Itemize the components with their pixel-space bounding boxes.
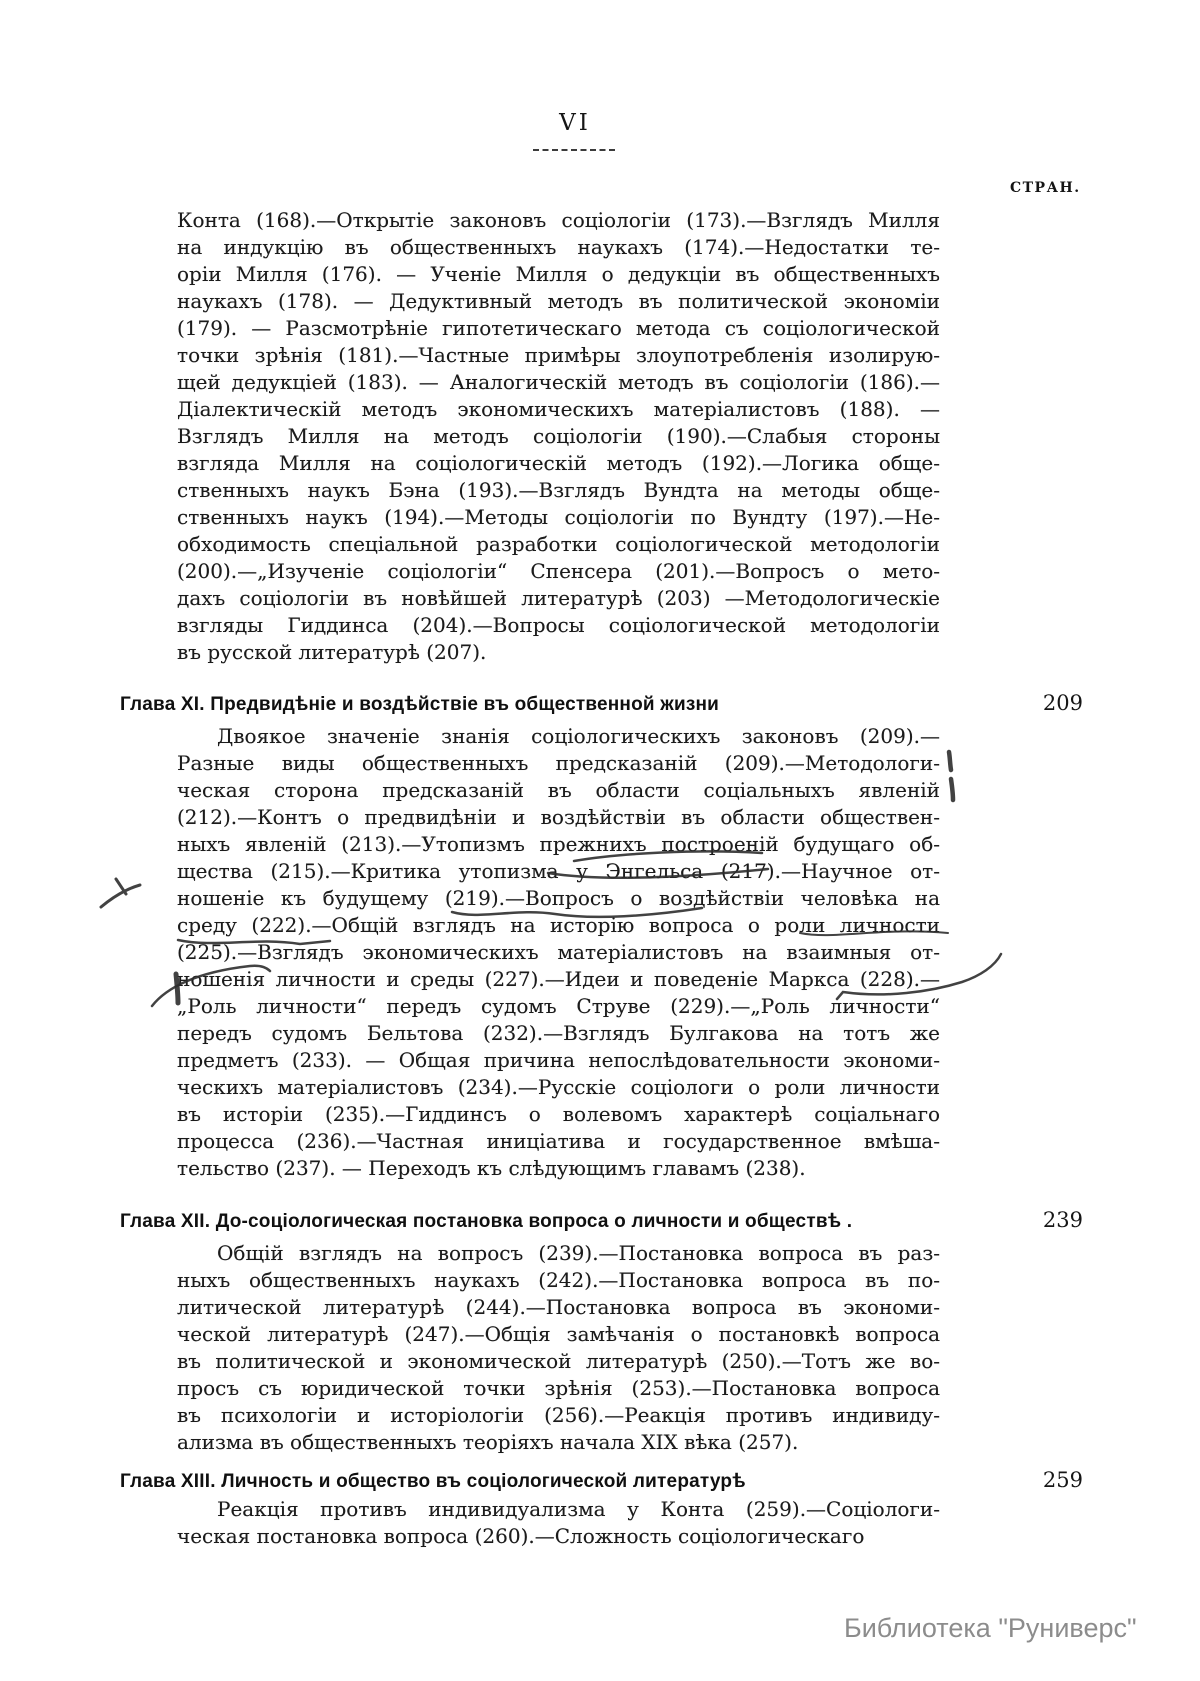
chapter-11-page-number: 209 [1042, 691, 1083, 715]
toc-line: ческой литературѣ (247).—Общія замѣчанія о постановкѣ вопроса [177, 1322, 940, 1346]
toc-line: ношеніе къ будущему (219).—Вопросъ о воздѣйствіи человѣка на [177, 886, 940, 910]
folio-page-number: VI [559, 110, 591, 136]
toc-line: въ психологіи и исторіологіи (256).—Реакція противъ индивиду- [177, 1403, 940, 1427]
toc-line: ческихъ матеріалистовъ (234).—Русскіе соціологи о роли личности [177, 1075, 940, 1099]
toc-line: (179). — Разсмотрѣніе гипотетическаго метода съ соціологической [177, 316, 940, 340]
toc-line: (200).—„Изученіе соціологіи“ Спенсера (201).—Вопросъ о мето- [177, 559, 940, 583]
toc-line: просъ съ юридической точки зрѣнія (253).—Постановка вопроса [177, 1376, 940, 1400]
toc-line: Разные виды общественныхъ предсказаній (209).—Методологи- [177, 751, 940, 775]
toc-line: на индукцію въ общественныхъ наукахъ (174).—Недостатки те- [177, 235, 940, 259]
chapter-12-title: Глава XII. До-соціологическая постановка вопроса о личности и обществѣ . [120, 1211, 853, 1232]
toc-line: Общій взглядъ на вопросъ (239).—Постановка вопроса въ раз- [217, 1241, 940, 1265]
toc-line: тельство (237). — Переходъ къ слѣдующимъ главамъ (238). [177, 1156, 806, 1180]
toc-line: литической литературѣ (244).—Постановка вопроса въ экономи- [177, 1295, 940, 1319]
toc-line: щей дедукціей (183). — Аналогическій методъ въ соціологіи (186).— [177, 370, 940, 394]
toc-line: обходимость спеціальной разработки соціологической методологіи [177, 532, 940, 556]
toc-line: Діалектическій методъ экономическихъ матеріалистовъ (188). — [177, 397, 940, 421]
toc-line: предметъ (233). — Общая причина непослѣдовательности экономи- [177, 1048, 940, 1072]
chapter-11-title: Глава XI. Предвидѣніе и воздѣйствіе въ общественной жизни [120, 694, 720, 715]
page-column-header: СТРАН. [1010, 180, 1081, 196]
toc-line: ственныхъ наукъ (194).—Методы соціологіи по Вундту (197).—Не- [177, 505, 940, 529]
chapter-12-summary-paragraph [177, 1240, 940, 1456]
toc-line: (225).—Взглядъ экономическихъ матеріалистовъ на взаимныя от- [177, 940, 940, 964]
toc-line: ческая сторона предсказаній въ области соціальныхъ явленій [177, 778, 940, 802]
toc-line: ственныхъ наукъ Бэна (193).—Взглядъ Вундта на методы обще- [177, 478, 940, 502]
toc-line: наукахъ (178). — Дедуктивный методъ въ политической экономіи [177, 289, 940, 313]
chapter-11-summary-paragraph [177, 723, 940, 1182]
toc-line: ныхъ явленій (213).—Утопизмъ прежнихъ построеній будущаго об- [177, 832, 940, 856]
toc-line: ношенія личности и среды (227).—Идеи и поведеніе Маркса (228).— [177, 967, 940, 991]
chapter-13-summary-paragraph [177, 1496, 940, 1550]
chapter-13-title: Глава XIII. Личность и общество въ соціологической литературѣ [120, 1471, 746, 1492]
toc-line: взгляды Гиддинса (204).—Вопросы соціологической методологіи [177, 613, 940, 637]
toc-line: среду (222).—Общій взглядъ на исторію вопроса о роли личности [177, 913, 940, 937]
toc-line: Конта (168).—Открытіе законовъ соціологіи (173).—Взглядъ Милля [177, 208, 940, 232]
toc-line: щества (215).—Критика утопизма у Энгельса (217).—Научное от- [177, 859, 940, 883]
toc-line: процесса (236).—Частная иниціатива и государственное вмѣша- [177, 1129, 940, 1153]
toc-continuation-paragraph [177, 207, 940, 666]
toc-line: оріи Милля (176). — Ученіе Милля о дедукціи въ общественныхъ [177, 262, 940, 286]
chapter-13-heading-row [120, 1468, 1083, 1493]
toc-line: передъ судомъ Бельтова (232).—Взглядъ Булгакова на тотъ же [177, 1021, 940, 1045]
chapter-13-page-number: 259 [1042, 1468, 1083, 1492]
library-watermark: Библиотека "Руниверс" [844, 1613, 1137, 1643]
toc-line: ныхъ общественныхъ наукахъ (242).—Постановка вопроса въ по- [177, 1268, 940, 1292]
toc-line: „Роль личности“ передъ судомъ Струве (229).—„Роль личности“ [177, 994, 940, 1018]
toc-line: въ исторіи (235).—Гиддинсъ о волевомъ характерѣ соціальнаго [177, 1102, 940, 1126]
toc-line: Двоякое значеніе знанія соціологическихъ законовъ (209).— [217, 724, 940, 748]
toc-line: въ политической и экономической литературѣ (250).—Тотъ же во- [177, 1349, 940, 1373]
chapter-12-page-number: 239 [1042, 1208, 1083, 1232]
pen-mark-right-double-bar-icon [949, 752, 953, 800]
pen-mark-seven-icon [101, 879, 140, 907]
toc-line: ализма въ общественныхъ теоріяхъ начала XIX вѣка (257). [177, 1430, 799, 1454]
folio-dashed-rule [533, 149, 615, 151]
toc-line: (212).—Контъ о предвидѣніи и воздѣйствіи въ области обществен- [177, 805, 940, 829]
toc-line: ческая постановка вопроса (260).—Сложность соціологическаго [177, 1524, 865, 1548]
chapter-12-heading-row [120, 1208, 1083, 1233]
chapter-11-heading-row [120, 691, 1083, 716]
toc-line: Реакція противъ индивидуализма у Конта (259).—Соціологи- [217, 1497, 940, 1521]
toc-line: въ русской литературѣ (207). [177, 640, 487, 664]
toc-line: взгляда Милля на соціологическій методъ (192).—Логика обще- [177, 451, 940, 475]
toc-line: точки зрѣнія (181).—Частные примѣры злоупотребленія изолирую- [177, 343, 940, 367]
toc-line: дахъ соціологіи въ новѣйшей литературѣ (203) —Методологическіе [177, 586, 940, 610]
toc-line: Взглядъ Милля на методъ соціологіи (190).—Слабыя стороны [177, 424, 940, 448]
